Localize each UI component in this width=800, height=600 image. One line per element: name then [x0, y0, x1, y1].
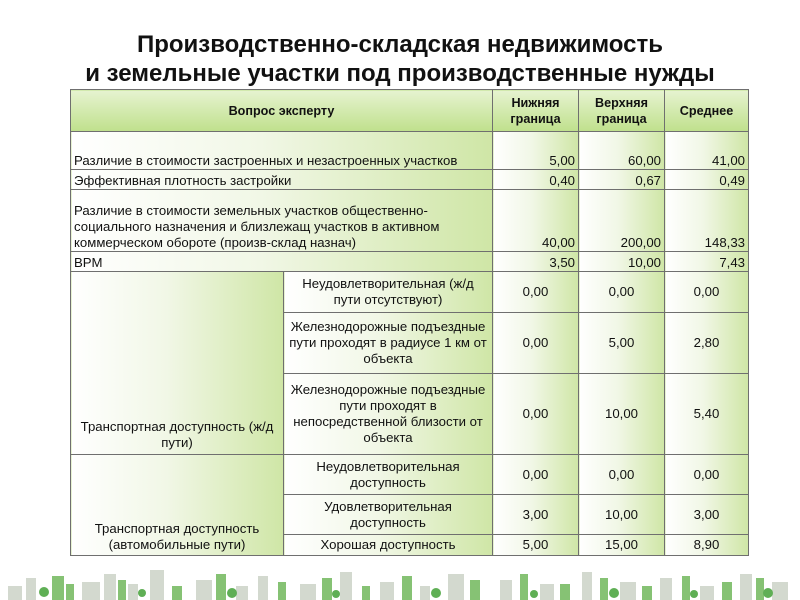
row-average: 7,43 — [665, 252, 749, 272]
option-average: 2,80 — [665, 313, 749, 374]
table-row — [71, 455, 749, 495]
option-label: Неудовлетворительная (ж/д пути отсутствуют) — [284, 272, 493, 313]
row-lower: 0,40 — [493, 170, 579, 190]
option-upper: 0,00 — [579, 272, 665, 313]
row-average: 148,33 — [665, 190, 749, 252]
slide-title-line-2: и земельные участки под производственные нужды — [85, 60, 715, 87]
option-average: 8,90 — [665, 535, 749, 556]
row-question: Эффективная плотность застройки — [71, 170, 493, 190]
row-lower: 5,00 — [493, 132, 579, 170]
row-question: Различие в стоимости застроенных и незастроенных участков — [71, 132, 493, 170]
option-label: Удовлетворительная доступность — [284, 495, 493, 535]
row-average: 41,00 — [665, 132, 749, 170]
table-row — [71, 252, 749, 272]
group-label-road: Транспортная доступность (автомобильные пути) — [71, 455, 284, 556]
table-row — [71, 190, 749, 252]
row-upper: 60,00 — [579, 132, 665, 170]
row-upper: 0,67 — [579, 170, 665, 190]
option-upper: 10,00 — [579, 374, 665, 455]
option-lower: 0,00 — [493, 374, 579, 455]
option-average: 0,00 — [665, 272, 749, 313]
row-lower: 40,00 — [493, 190, 579, 252]
option-lower: 0,00 — [493, 455, 579, 495]
row-lower: 3,50 — [493, 252, 579, 272]
option-lower: 0,00 — [493, 272, 579, 313]
option-upper: 10,00 — [579, 495, 665, 535]
option-lower: 3,00 — [493, 495, 579, 535]
option-lower: 0,00 — [493, 313, 579, 374]
option-upper: 0,00 — [579, 455, 665, 495]
option-average: 0,00 — [665, 455, 749, 495]
slide-title — [0, 30, 800, 88]
row-question: ВРМ — [71, 252, 493, 272]
option-average: 3,00 — [665, 495, 749, 535]
row-question: Различие в стоимости земельных участков общественно-социального назначения и близлежащ участков в активном коммерческом обороте (произв-склад назнач) — [71, 190, 493, 252]
option-label: Железнодорожные подъездные пути проходят в радиусе 1 км от объекта — [284, 313, 493, 374]
table-row — [71, 272, 749, 313]
row-average: 0,49 — [665, 170, 749, 190]
option-upper: 15,00 — [579, 535, 665, 556]
row-upper: 10,00 — [579, 252, 665, 272]
table-row — [71, 170, 749, 190]
slide-title-line-1: Производственно-складская недвижимость — [136, 31, 664, 58]
expert-survey-table — [70, 89, 749, 556]
row-upper: 200,00 — [579, 190, 665, 252]
option-upper: 5,00 — [579, 313, 665, 374]
header-average: Среднее — [665, 90, 749, 132]
option-label: Хорошая доступность — [284, 535, 493, 556]
group-label-rail: Транспортная доступность (ж/д пути) — [71, 272, 284, 455]
city-skyline-decoration — [0, 566, 800, 600]
option-label: Неудовлетворительная доступность — [284, 455, 493, 495]
option-lower: 5,00 — [493, 535, 579, 556]
option-average: 5,40 — [665, 374, 749, 455]
option-label: Железнодорожные подъездные пути проходят в непосредственной близости от объекта — [284, 374, 493, 455]
header-question: Вопрос эксперту — [71, 90, 493, 132]
table-row — [71, 132, 749, 170]
table-header-row — [71, 90, 749, 132]
header-upper-bound: Верхняя граница — [579, 90, 665, 132]
header-lower-bound: Нижняя граница — [493, 90, 579, 132]
